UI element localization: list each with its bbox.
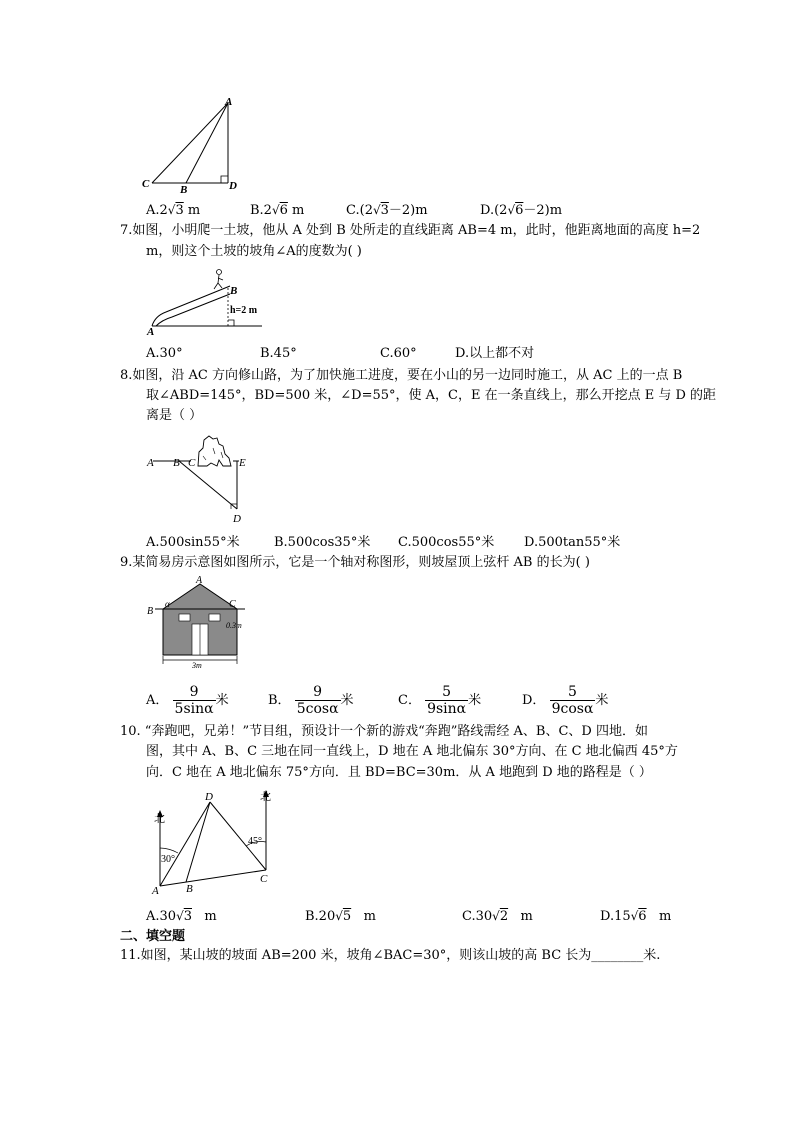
q8-figure [143, 430, 253, 528]
q9-label-a: A [196, 576, 203, 586]
q10-label-a30: 30° [161, 854, 175, 865]
q9-option-a: A． $\frac{9}{5\sin\alpha}$ 米 [146, 684, 229, 717]
q7-figure [142, 266, 272, 336]
q10-option-d: D.15√6 m [600, 909, 672, 924]
q8-option-d: D.500tan55°米 [524, 535, 621, 550]
q10-label-a45: 45° [248, 836, 262, 847]
q6-label-a: A [225, 96, 233, 108]
q6-option-d: D.(2√6－2)m [480, 203, 563, 218]
q10-option-a: A.30√3 m [146, 909, 217, 924]
q6-option-c: C.(2√3－2)m [346, 203, 428, 218]
q9-option-d: D． $\frac{5}{9\cos\alpha}$ 米 [522, 684, 609, 717]
q10-label-d: D [205, 791, 213, 803]
q10-label-b: B [186, 883, 193, 895]
q8-line1: 8.如图，沿 AC 方向修山路，为了加快施工进度，要在小山的另一边同时施工，从 AC 上的一点 B [120, 368, 683, 383]
q9-label-alpha: α [165, 599, 170, 609]
q8-line2: 取∠ABD=145°，BD=500 米，∠D=55°，使 A，C，E 在一条直线上，那么开挖点 E 与 D 的距 [146, 388, 717, 403]
q7-line1: 7.如图，小明爬一土坡，他从 A 处到 B 处所走的直线距离 AB=4 m，此时，他距离地面的高度 h=2 [120, 223, 701, 238]
q10-label-north2: 北 [260, 791, 271, 803]
q9-label-b: B [147, 606, 154, 617]
q8-label-d: D [233, 513, 241, 525]
q6-option-b: B.2√6 m [250, 203, 305, 218]
q10-line2: 图，其中 A、B、C 三地在同一直线上，D 地在 A 地北偏东 30°方向、在 C 地北偏西 45°方 [146, 744, 678, 759]
q7-option-b: B.45° [260, 346, 297, 361]
q8-line3: 离是（ ） [146, 408, 203, 423]
q10-label-a: A [152, 885, 159, 896]
q8-label-c: C [188, 457, 196, 469]
q7-label-a: A [147, 326, 155, 336]
q8-option-a: A.500sin55°米 [146, 535, 240, 550]
q10-figure [148, 786, 288, 896]
q6-figure [140, 95, 250, 195]
q10-label-c: C [260, 873, 268, 885]
q8-label-b: B [173, 457, 180, 469]
q10-option-b: B.20√5 m [305, 909, 376, 924]
q10-option-c: C.30√2 m [462, 909, 533, 924]
q9-option-b: B． $\frac{9}{5\cos\alpha}$ 米 [268, 684, 354, 717]
q8-label-a: A [147, 457, 154, 469]
q9-option-c: C． $\frac{5}{9\sin\alpha}$ 米 [398, 684, 482, 717]
q8-option-c: C.500cos55°米 [398, 535, 495, 550]
q9-label-c: C [229, 599, 236, 610]
q7-label-b: B [230, 285, 238, 297]
q7-option-c: C.60° [380, 346, 417, 361]
q6-label-b: B [180, 184, 188, 195]
q9-figure [143, 576, 253, 676]
q8-label-e: E [239, 457, 246, 469]
q9-line1: 9.某简易房示意图如图所示，它是一个轴对称图形，则坡屋顶上弦杆 AB 的长为( ) [120, 555, 590, 570]
q11-text: 11.如图，某山坡的坡面 AB=200 米，坡角∠BAC=30°，则该山坡的高 BC 长为________米. [120, 948, 661, 963]
q6-label-d: D [229, 180, 237, 192]
q6-option-a: A.2√3 m [146, 203, 201, 218]
q10-label-north1: 北 [154, 813, 165, 825]
q7-option-a: A.30° [146, 346, 183, 361]
q9-label-h: 0.3m [226, 621, 242, 630]
section2-title: 二、填空题 [120, 929, 186, 944]
q7-option-d: D.以上都不对 [455, 346, 535, 361]
q9-label-w: 3m [192, 661, 202, 670]
q10-line1: 10. “奔跑吧，兄弟！”节目组，预设计一个新的游戏“奔跑”路线需经 A、B、C、D 四地．如 [120, 724, 648, 739]
q6-label-c: C [142, 178, 150, 190]
q7-label-h: h=2 m [230, 305, 258, 316]
q10-line3: 向．C 地在 A 地北偏东 75°方向．且 BD=BC=30m．从 A 地跑到 D 地的路程是（ ） [146, 765, 652, 780]
q8-option-b: B.500cos35°米 [274, 535, 371, 550]
q7-line2: m，则这个土坡的坡角∠A的度数为( ) [146, 244, 362, 259]
